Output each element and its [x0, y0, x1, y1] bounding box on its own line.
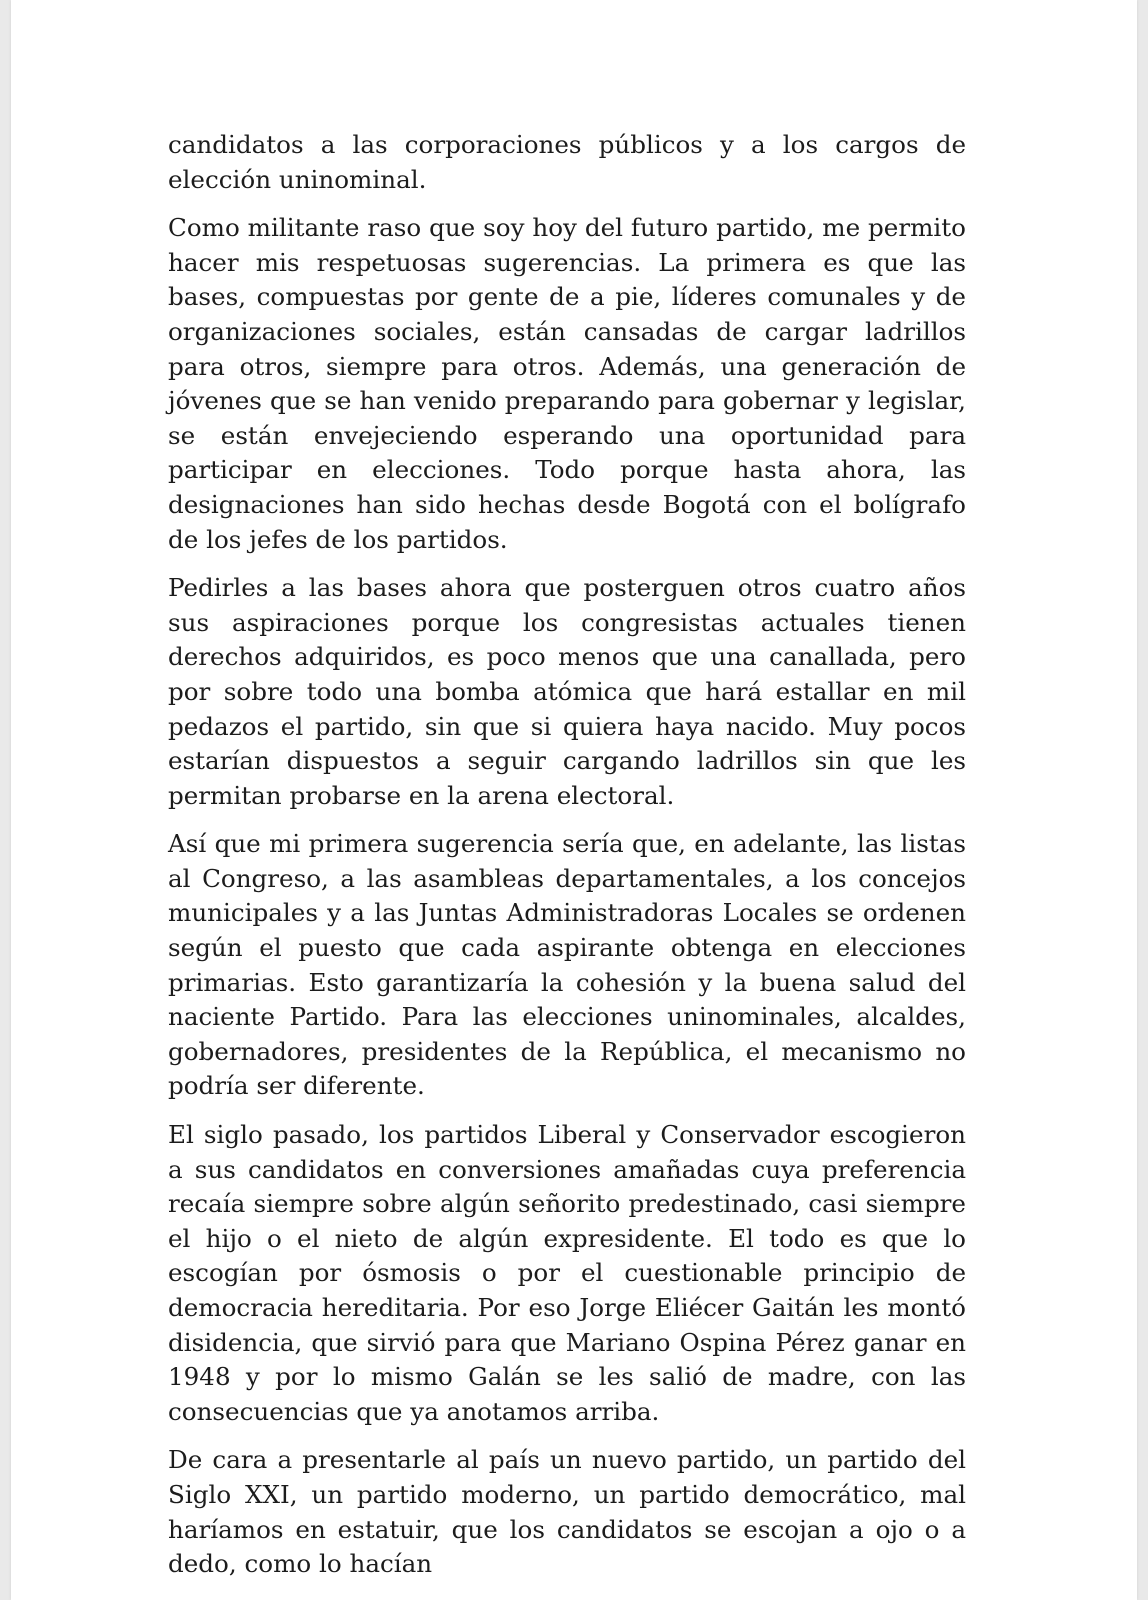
document-page [11, 0, 1137, 1600]
paragraph-2: Como militante raso que soy hoy del futuro partido, me permito hacer mis respetuosas sugerencias. La primera es que las bases, compuestas por gente de a pie, líderes comunales y de organizaciones sociales, están cansadas de cargar ladrillos para otros, siempre para otros. Además, una generación de jóvenes que se han venido preparando para gobernar y legislar, se están envejeciendo esperando una oportunidad para participar en elecciones. Todo porque hasta ahora, las designaciones han sido hechas desde Bogotá con el bolígrafo de los jefes de los partidos. [168, 213, 966, 554]
paragraph-4: Así que mi primera sugerencia sería que, en adelante, las listas al Congreso, a las asambleas departamentales, a los concejos municipales y a las Juntas Administradoras Locales se ordenen según el puesto que cada aspirante obtenga en elecciones primarias. Esto garantizaría la cohesión y la buena salud del naciente Partido. Para las elecciones uninominales, alcaldes, gobernadores, presidentes de la República, el mecanismo no podría ser diferente. [168, 829, 966, 1101]
document-body [168, 128, 966, 1596]
paragraph-5: El siglo pasado, los partidos Liberal y Conservador escogieron a sus candidatos en conversiones amañadas cuya preferencia recaía siempre sobre algún señorito predestinado, casi siempre el hijo o el nieto de algún expresidente. El todo es que lo escogían por ósmosis o por el cuestionable principio de democracia hereditaria. Por eso Jorge Eliécer Gaitán les montó disidencia, que sirvió para que Mariano Ospina Pérez ganar en 1948 y por lo mismo Galán se les salió de madre, con las consecuencias que ya anotamos arriba. [168, 1120, 966, 1426]
paragraph-1: candidatos a las corporaciones públicos y a los cargos de elección uninominal. [168, 130, 966, 194]
paragraph-6: De cara a presentarle al país un nuevo partido, un partido del Siglo XXI, un partido moderno, un partido democrático, mal haríamos en estatuir, que los candidatos se escojan a ojo o a dedo, como lo hacían [168, 1445, 966, 1579]
paragraph-3: Pedirles a las bases ahora que posterguen otros cuatro años sus aspiraciones porque los congresistas actuales tienen derechos adquiridos, es poco menos que una canallada, pero por sobre todo una bomba atómica que hará estallar en mil pedazos el partido, sin que si quiera haya nacido. Muy pocos estarían dispuestos a seguir cargando ladrillos sin que les permitan probarse en la arena electoral. [168, 573, 966, 810]
